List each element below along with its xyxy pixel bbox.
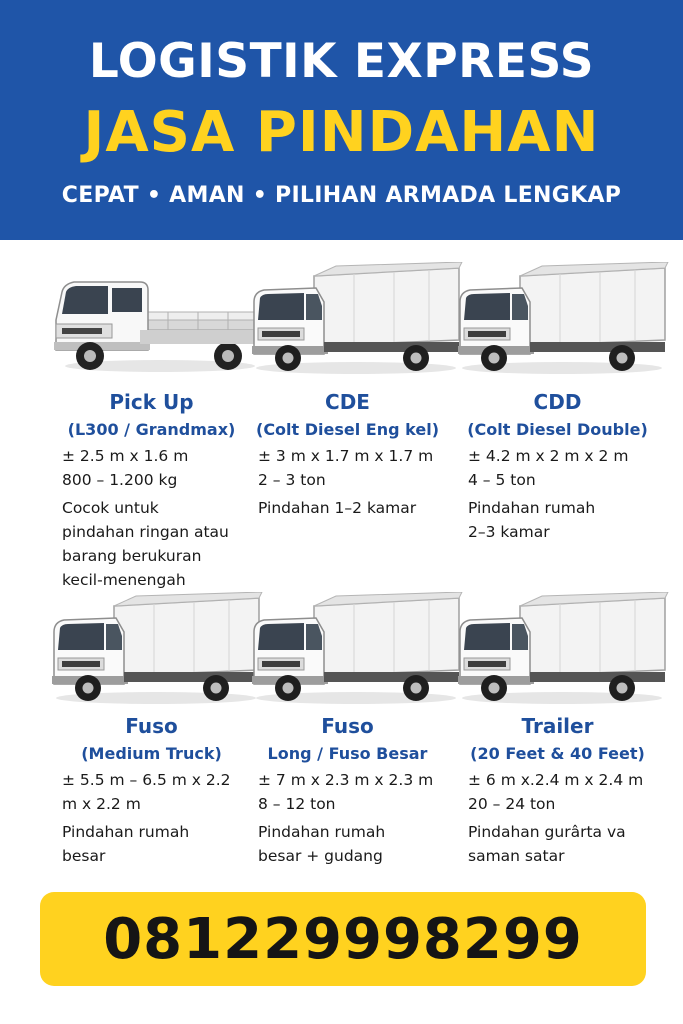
vehicle-specs — [468, 444, 668, 492]
vehicle-name: Pick Up — [109, 390, 194, 414]
spec-line: ± 3 m x 1.7 m x 1.7 m — [258, 447, 434, 465]
spec-line: 2 – 3 ton — [258, 471, 326, 489]
vehicle-specs — [258, 768, 458, 816]
description-line: Pindahan 1–2 kamar — [258, 499, 417, 517]
spec-line: ± 7 m x 2.3 m x 2.3 m — [258, 771, 434, 789]
box-truck-icon — [44, 592, 266, 710]
description-line: barang berukuran — [62, 547, 202, 565]
vehicle-description — [258, 820, 458, 868]
pickup-truck-icon — [48, 262, 270, 380]
spec-line: ± 2.5 m x 1.6 m — [62, 447, 189, 465]
vehicle-description — [62, 820, 262, 868]
box-truck-icon — [244, 262, 466, 380]
vehicle-subtitle: (Colt Diesel Eng kel) — [256, 420, 439, 439]
description-line: kecil-menengah — [62, 571, 186, 589]
description-line: besar + gudang — [258, 847, 383, 865]
spec-line: 4 – 5 ton — [468, 471, 536, 489]
description-line: Pindahan gurârta va — [468, 823, 626, 841]
vehicle-name: CDE — [325, 390, 370, 414]
vehicle-subtitle: (20 Feet & 40 Feet) — [470, 744, 645, 763]
spec-line: ± 6 m x.2.4 m x 2.4 m — [468, 771, 644, 789]
vehicle-name: Fuso — [125, 714, 178, 738]
box-truck-icon — [450, 592, 672, 710]
vehicle-subtitle: (L300 / Grandmax) — [67, 420, 236, 439]
phone-banner — [40, 892, 646, 986]
phone-number[interactable]: 081229998299 — [103, 906, 583, 972]
description-line: saman satar — [468, 847, 565, 865]
vehicle-description — [62, 496, 262, 592]
spec-line: ± 4.2 m x 2 m x 2 m — [468, 447, 629, 465]
brand-title: LOGISTIK EXPRESS — [88, 34, 595, 89]
vehicle-specs — [62, 444, 262, 492]
vehicle-subtitle: (Medium Truck) — [81, 744, 222, 763]
service-title: JASA PINDAHAN — [83, 100, 600, 165]
spec-line: 8 – 12 ton — [258, 795, 336, 813]
description-line: pindahan ringan atau — [62, 523, 229, 541]
tagline: CEPAT • AMAN • PILIHAN ARMADA LENGKAP — [61, 183, 622, 208]
vehicle-name: Trailer — [521, 714, 594, 738]
spec-line: ± 5.5 m – 6.5 m x 2.2 — [62, 771, 231, 789]
description-line: 2–3 kamar — [468, 523, 550, 541]
header-banner — [0, 0, 683, 240]
box-truck-icon — [450, 262, 672, 380]
vehicle-description — [468, 820, 668, 868]
vehicle-specs — [468, 768, 668, 816]
spec-line: 800 – 1.200 kg — [62, 471, 178, 489]
spec-line: m x 2.2 m — [62, 795, 141, 813]
vehicle-specs — [62, 768, 262, 816]
vehicle-name: CDD — [533, 390, 582, 414]
vehicle-specs — [258, 444, 458, 492]
description-line: Cocok untuk — [62, 499, 159, 517]
description-line: besar — [62, 847, 106, 865]
vehicle-description — [258, 496, 458, 520]
vehicle-subtitle: Long / Fuso Besar — [267, 744, 428, 763]
vehicle-description — [468, 496, 668, 544]
description-line: Pindahan rumah — [468, 499, 596, 517]
vehicle-name: Fuso — [321, 714, 374, 738]
description-line: Pindahan rumah — [62, 823, 190, 841]
box-truck-icon — [244, 592, 466, 710]
description-line: Pindahan rumah — [258, 823, 386, 841]
spec-line: 20 – 24 ton — [468, 795, 556, 813]
vehicle-subtitle: (Colt Diesel Double) — [467, 420, 648, 439]
